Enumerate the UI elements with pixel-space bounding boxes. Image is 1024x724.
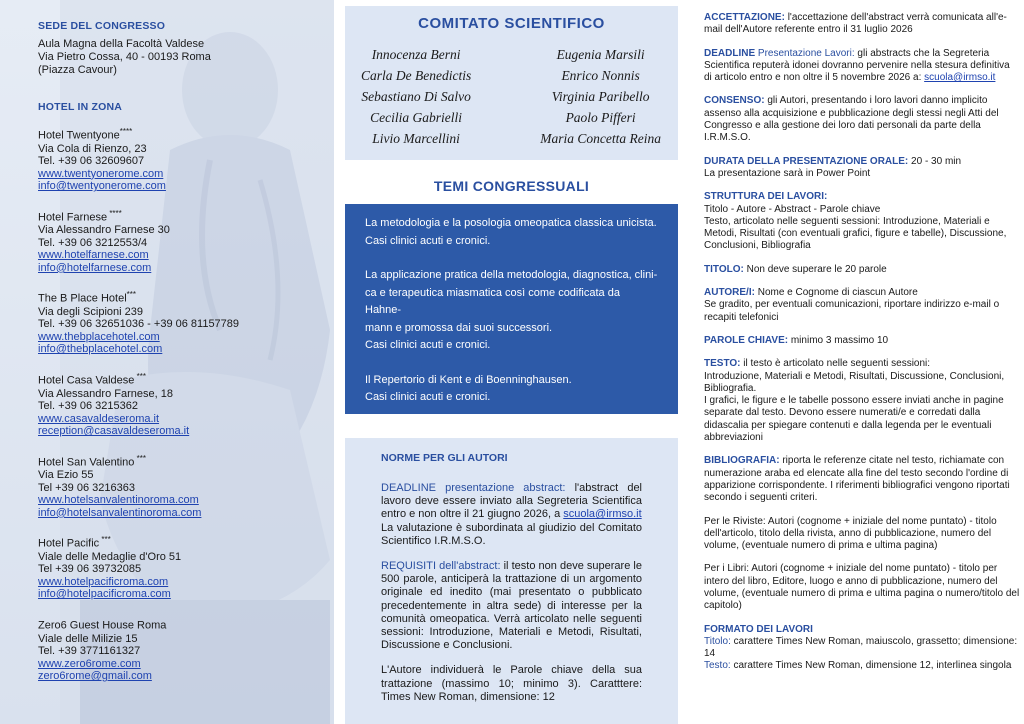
committee-member: Eugenia Marsili <box>556 47 645 62</box>
themes-title: TEMI CONGRESSUALI <box>433 178 590 194</box>
hotel-info: Tel. +39 06 32609607 <box>38 155 145 168</box>
journals-criteria: Per le Riviste: Autori (cognome + iniziale del nome puntato) - titolo dell'articolo, titolo della rivista, anno di pubblicazione, numero del volume, (eventuale numero di prima e ultima pagina) <box>704 515 997 552</box>
venue-line: Aula Magna della Facoltà Valdese <box>38 38 205 50</box>
hotel-link[interactable]: www.hotelsanvalentinoroma.com <box>38 494 199 507</box>
keywords-note: L'Autore individuerà le Parole chiave della sua trattazione (massimo 10; minimo 3). Caratttere: Times New Roman, dimensione: 12 <box>381 664 642 703</box>
text-section: TESTO: il testo è articolato nelle seguenti sessioni: Introduzione, Materiali e Metodi, Risultati, Discussione, Conclusioni, Bibliografia. I grafici, le figure e le tabelle possono essere inviati anche in pagine separate dal testo. Devono essere numerati/e e corredati dalla didascalia per spiegare contenuti e dalla legenda per le eventuali abbreviazioni <box>704 358 1005 444</box>
format-section: FORMATO DEI LAVORI Titolo: carattere Times New Roman, maiuscolo, grassetto; dimensione: 14 Testo: carattere Times New Roman, dimensione 12, interlinea singola <box>704 623 1018 672</box>
venue-label: SEDE DEL CONGRESSO <box>38 20 166 32</box>
hotel-info: Tel +39 06 3216363 <box>38 481 135 494</box>
themes-box <box>345 204 678 414</box>
hotel-entry <box>38 125 328 193</box>
hotel-entry <box>38 288 328 356</box>
committee-member: Livio Marcellini <box>372 131 460 146</box>
hotel-name: Zero6 Guest House Roma <box>38 619 167 632</box>
hotel-link[interactable]: zero6rome@gmail.com <box>38 670 152 683</box>
committee-names-right <box>540 44 661 149</box>
committee-box <box>345 6 678 160</box>
hotel-link[interactable]: www.thebplacehotel.com <box>38 330 160 343</box>
committee-member: Virginia Paribello <box>551 89 650 104</box>
keywords-section: PAROLE CHIAVE: minimo 3 massimo 10 <box>704 334 889 346</box>
hotel-link[interactable]: info@thebplacehotel.com <box>38 343 163 356</box>
hotel-info: Via degli Scipioni 239 <box>38 305 143 318</box>
structure-section: STRUTTURA DEI LAVORI: Titolo - Autore - Abstract - Parole chiave Testo, articolato nelle seguenti sessioni: Introduzione, Materiali e Metodi, Risultati (con eventuali grafici, figure e tabelle), Discussione, Conclusioni, Bibliografia <box>704 191 1007 252</box>
hotel-entry <box>38 615 328 683</box>
committee-member: Sebastiano Di Salvo <box>361 89 471 104</box>
venue-line: (Piazza Cavour) <box>38 64 117 76</box>
hotel-info: Viale delle Medaglie d'Oro 51 <box>38 550 182 563</box>
committee-title: COMITATO SCIENTIFICO <box>418 15 605 32</box>
title-section: TITOLO: Non deve superare le 20 parole <box>704 263 887 275</box>
hotel-name: Hotel Casa Valdese *** <box>38 371 146 387</box>
hotel-link[interactable]: info@twentyonerome.com <box>38 180 166 193</box>
committee-member: Cecilia Gabrielli <box>370 110 463 125</box>
hotels-label: HOTEL IN ZONA <box>38 101 123 113</box>
hotel-name: Hotel Pacific *** <box>38 535 111 550</box>
hotel-info: Tel. +39 06 3212553/4 <box>38 236 148 249</box>
committee-member: Paolo Pifferi <box>565 110 636 125</box>
theme-line: Casi clinici acuti e cronici. <box>365 339 491 351</box>
hotel-info: Tel. +39 3771161327 <box>38 645 141 658</box>
theme-line: Casi clinici acuti e cronici. <box>365 391 491 403</box>
hotel-info: Viale delle Milizie 15 <box>38 632 138 645</box>
venue-line: Via Pietro Cossa, 40 - 00193 Roma <box>38 51 211 63</box>
committee-names-left <box>361 44 471 149</box>
committee-member: Enrico Nonnis <box>561 68 640 83</box>
abstract-requirements: REQUISITI dell'abstract: il testo non deve superare le 500 parole, anticiperà la trattazione di un argomento originale ed inedito (mai presentato o pubblicato precedentemente in altra sede) di interesse per la comunità omeopatica. Verrà articolato nelle seguenti sessioni: Introduzione, Materiali e Metodi, Risultati, Discussione e Conclusioni. <box>381 560 642 652</box>
hotel-info: Via Alessandro Farnese 30 <box>38 224 170 237</box>
hotel-entry <box>38 533 328 601</box>
hotel-info: Via Alessandro Farnese, 18 <box>38 387 173 400</box>
theme-line: Il Repertorio di Kent e di Boenninghausen. <box>365 373 572 386</box>
hotel-link[interactable]: www.hotelfarnese.com <box>38 249 149 262</box>
hotel-name: Hotel Farnese **** <box>38 208 122 224</box>
venue-column <box>0 0 334 724</box>
guidelines-column <box>690 0 1024 724</box>
committee-member: Innocenza Berni <box>371 47 461 62</box>
theme-line: mann e promossa dai suoi successori. <box>365 321 553 334</box>
books-criteria: Per i Libri: Autori (cognome + iniziale del nome puntato) - titolo per intero del libro, Editore, luogo e anno di pubblicazione, numero del volume, (eventuale numero di prima e ultima pagina o numero/titolo del capitolo) <box>704 563 1020 612</box>
hotel-list <box>38 125 328 683</box>
hotel-name: Hotel Twentyone**** <box>38 127 133 142</box>
hotel-link[interactable]: www.twentyonerome.com <box>38 167 164 180</box>
hotel-info: Tel. +39 06 3215362 <box>38 400 139 413</box>
program-column <box>345 0 678 724</box>
abstract-deadline: DEADLINE presentazione abstract: l'abstract del lavoro deve essere inviato alla Segreteria Scientifica entro e non oltre il 21 giugno 2026, a scuola@irmso.it <box>381 482 643 521</box>
hotel-link[interactable]: info@hotelsanvalentinoroma.com <box>38 506 202 519</box>
theme-line: La metodologia e la posologia omeopatica classica unicista. <box>365 217 657 229</box>
hotel-info: Via Ezio 55 <box>38 469 94 482</box>
hotel-link[interactable]: www.casavaldeseroma.it <box>38 412 160 425</box>
hotel-name: Hotel San Valentino *** <box>38 453 146 469</box>
hotel-info: Tel. +39 06 32651036 - +39 06 81157789 <box>38 318 240 331</box>
paper-deadline-section: DEADLINE Presentazione Lavori: gli abstracts che la Segreteria Scientifica reputerà idonei dovranno pervenire nella stesura definitiva di articolo entro e non oltre il 5 novembre 2026 a: scuola@irmso.it <box>704 47 1010 84</box>
bibliography-section: BIBLIOGRAFIA: riporta le referenze citate nel testo, richiamate con numerazione araba ed elencate alla fine del testo secondo l'ordine di apparizione corrispondente. I riferimenti bibliografici vengono riportati secondo i seguenti criteri. <box>704 455 1010 504</box>
hotel-entry <box>38 370 328 438</box>
author-section: AUTORE/I: Nome e Cognome di ciascun Autore Se gradito, per eventuali comunicazioni, riportare indirizzo e-mail o recapiti telefonici <box>704 287 1000 323</box>
committee-names <box>361 44 661 149</box>
hotel-link[interactable]: info@hotelpacificroma.com <box>38 588 171 601</box>
theme-line: ca e terapeutica miasmatica così come codificata da Hahne- <box>365 286 620 316</box>
email-link[interactable]: scuola@irmso.it <box>924 72 996 84</box>
committee-member: Maria Concetta Reina <box>540 131 661 146</box>
committee-member: Carla De Benedictis <box>361 68 472 83</box>
email-link[interactable]: scuola@irmso.it <box>563 508 642 521</box>
evaluation-note: La valutazione è subordinata al giudizio del Comitato Scientifico I.R.M.S.O. <box>381 521 642 547</box>
consent-section: CONSENSO: gli Autori, presentando i loro lavori danno implicito assenso alla acquisizione e pubblicazione degli stessi negli Atti del Congresso e alla gestione dei loro dati personali da parte della I.R.M.S.O. <box>704 95 999 144</box>
authors-rules-box <box>345 438 678 724</box>
hotel-info: Via Cola di Rienzo, 23 <box>38 142 147 155</box>
authors-rules-title: NORME PER GLI AUTORI <box>381 452 508 464</box>
hotel-entry <box>38 452 328 520</box>
theme-line: Casi clinici acuti e cronici. <box>365 234 491 247</box>
acceptance-section: ACCETTAZIONE: l'accettazione dell'abstract verrà comunicata all'e-mail dell'Autore referente entro il 31 luglio 2026 <box>704 12 1007 36</box>
duration-section: DURATA DELLA PRESENTAZIONE ORALE: 20 - 30 min La presentazione sarà in Power Point <box>704 155 962 179</box>
hotel-link[interactable]: www.hotelpacificroma.com <box>38 575 169 588</box>
hotel-entry <box>38 207 328 275</box>
hotel-info: Tel +39 06 39732085 <box>38 563 142 576</box>
hotel-link[interactable]: reception@casavaldeseroma.it <box>38 425 190 438</box>
theme-line: La applicazione pratica della metodologia, diagnostica, clini- <box>365 269 658 281</box>
hotel-link[interactable]: www.zero6rome.com <box>38 657 141 670</box>
hotel-link[interactable]: info@hotelfarnese.com <box>38 261 152 274</box>
hotel-name: The B Place Hotel*** <box>38 290 136 305</box>
